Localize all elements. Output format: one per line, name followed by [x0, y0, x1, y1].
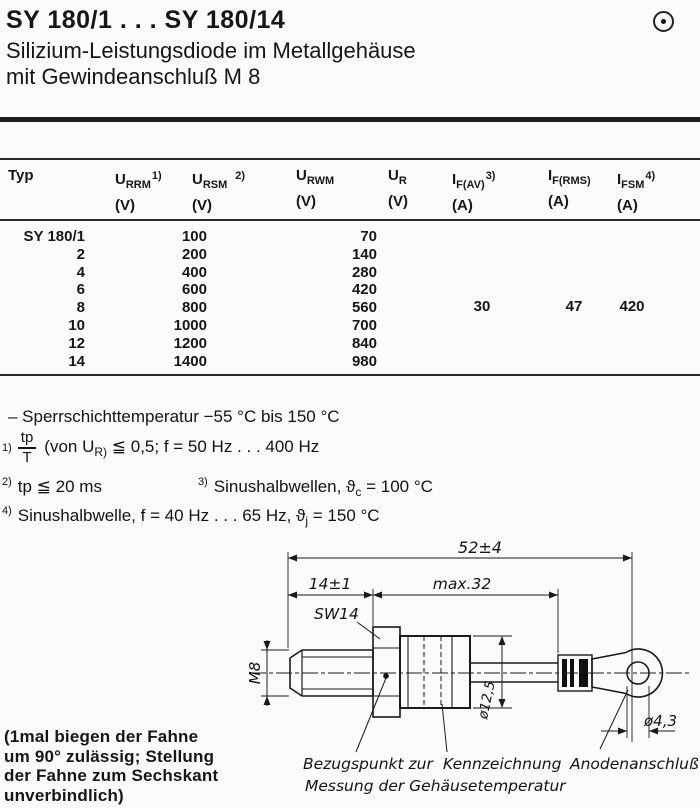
marking-band-dashed-lines: [424, 636, 441, 708]
symbol-base: U: [192, 171, 203, 188]
marking-label: Kennzeichnung: [443, 755, 562, 773]
case-body: [400, 636, 470, 708]
page-subtitle-line2: mit Gewindeanschluß M 8: [6, 64, 261, 89]
shared-value-ifrms: 47: [565, 298, 583, 315]
symbol-base: U: [115, 171, 126, 188]
footnote-marker: 1): [151, 170, 162, 182]
case-temperature-reference-point: [383, 673, 389, 679]
symbol-sub: RWM: [306, 175, 335, 187]
flag-note-line: (1mal biegen der Fahne: [4, 727, 199, 746]
table-cell-voltage: 700: [351, 316, 377, 334]
table-cell-typ: 8: [76, 299, 85, 317]
symbol-base: I: [617, 171, 622, 188]
flag-note-line: unverbindlich): [4, 785, 124, 805]
refpoint-label-line1: Bezugspunkt zur: [303, 755, 433, 773]
table-cell-typ: 2: [76, 245, 85, 263]
table-cell-typ: 10: [68, 316, 85, 334]
leader-marking: [442, 704, 447, 752]
symbol-sub: RSM: [202, 179, 228, 191]
symbol-sub: F(AV): [456, 179, 485, 191]
footnote-marker: 2): [235, 170, 246, 182]
symbol-sub: F(RMS): [552, 175, 591, 187]
leader-anode: [600, 690, 628, 749]
table-cell-voltage: 1400: [173, 352, 207, 370]
unit-label: (A): [617, 197, 638, 214]
table-cell-voltage: 600: [181, 281, 207, 299]
table-cell-voltage: 200: [181, 245, 207, 263]
symbol-sub: FSM: [621, 179, 645, 191]
body-diameter-label: ø12,5: [475, 679, 499, 721]
table-cell-voltage: 420: [351, 281, 377, 299]
table-cell-voltage: 1200: [173, 334, 207, 352]
page-title: SY 180/1 . . . SY 180/14: [6, 6, 286, 34]
unit-label: (V): [192, 197, 212, 214]
fraction-numerator: tp: [18, 430, 37, 449]
symbol-base: I: [548, 167, 553, 184]
note-junction-temperature: – Sperrschichttemperatur −55 °C bis 150 °C: [8, 407, 340, 426]
note-4-text: Sinushalbwelle, f = 40 Hz . . . 65 Hz,: [17, 506, 297, 525]
table-cell-voltage: 100: [181, 228, 207, 245]
hex-facet-lines: [373, 648, 400, 696]
footnote-marker: 2): [2, 476, 12, 488]
footnote-marker: 3): [198, 476, 208, 488]
unit-label: (V): [296, 193, 316, 210]
unit-label: (A): [452, 197, 473, 214]
footnote-marker: 4): [2, 505, 12, 517]
note-2-text: tp ≦ 20 ms: [17, 477, 102, 496]
table-cell-typ: 4: [76, 263, 85, 281]
symbol-base: I: [452, 171, 457, 188]
dim-body-label: max.32: [432, 575, 492, 593]
theta-symbol: ϑ: [346, 477, 356, 496]
hex-nut: [373, 627, 400, 717]
thread-size-label: M8: [246, 661, 264, 685]
table-cell-voltage: 280: [351, 263, 377, 281]
table-cell-voltage: 400: [181, 263, 207, 281]
flag-note-line: um 90° zulässig; Stellung: [4, 746, 215, 766]
theta-sub: j: [305, 514, 309, 528]
unit-label: (V): [115, 197, 135, 214]
note-1-text: (von $U_{R)}$ ≦ 0,5; f = 50 Hz . . . 400 Hz: [44, 436, 320, 459]
shared-value-ifsm: 420: [619, 298, 645, 315]
table-cell-typ: 12: [68, 334, 85, 352]
leader-sw14: [357, 622, 380, 639]
symbol-sub: R: [398, 175, 407, 187]
theta-sub: c: [355, 485, 362, 499]
note-3-text: Sinushalbwellen,: [213, 477, 347, 496]
shared-value-ifav: 30: [473, 298, 491, 315]
table-cell-voltage: 980: [351, 352, 377, 370]
unit-label: (A): [548, 193, 569, 210]
footnote-marker: 1): [2, 441, 12, 454]
dim-overall-label: 52±4: [458, 538, 502, 557]
note-4-value: = 150 °C: [308, 506, 380, 525]
footnote-marker: 4): [645, 170, 656, 182]
flag-note-line: der Fahne zum Sechskant: [4, 766, 219, 785]
dim-stud-label: 14±1: [308, 575, 352, 593]
symbol-base: U: [388, 167, 399, 184]
column-header-typ: Typ: [8, 167, 34, 184]
refpoint-label-line2: Messung der Gehäusetemperatur: [305, 777, 566, 795]
page-subtitle-line1: Silizium-Leistungsdiode im Metallgehäuse: [6, 38, 416, 63]
fraction-denominator: T: [22, 448, 32, 466]
table-cell-typ: SY 180/1: [23, 228, 85, 245]
note-3-value: = 100 °C: [361, 477, 433, 496]
anode-label: Anodenanschluß: [570, 755, 699, 773]
symbol-base: U: [296, 167, 307, 184]
footnote-marker: 3): [485, 170, 496, 182]
hole-diameter-label: ø4,3: [644, 712, 678, 730]
table-cell-typ: 14: [68, 352, 85, 370]
theta-symbol: ϑ: [296, 506, 306, 525]
symbol-sub: RRM: [125, 179, 151, 191]
unit-label: (V): [388, 193, 408, 210]
wrench-size-label: SW14: [314, 605, 359, 623]
table-cell-voltage: 840: [351, 334, 377, 352]
table-cell-typ: 6: [76, 281, 85, 299]
table-cell-voltage: 70: [360, 228, 377, 245]
table-cell-voltage: 800: [181, 299, 207, 317]
table-cell-voltage: 1000: [173, 316, 207, 334]
table-cell-voltage: 140: [351, 245, 377, 263]
table-cell-voltage: 560: [351, 299, 377, 317]
